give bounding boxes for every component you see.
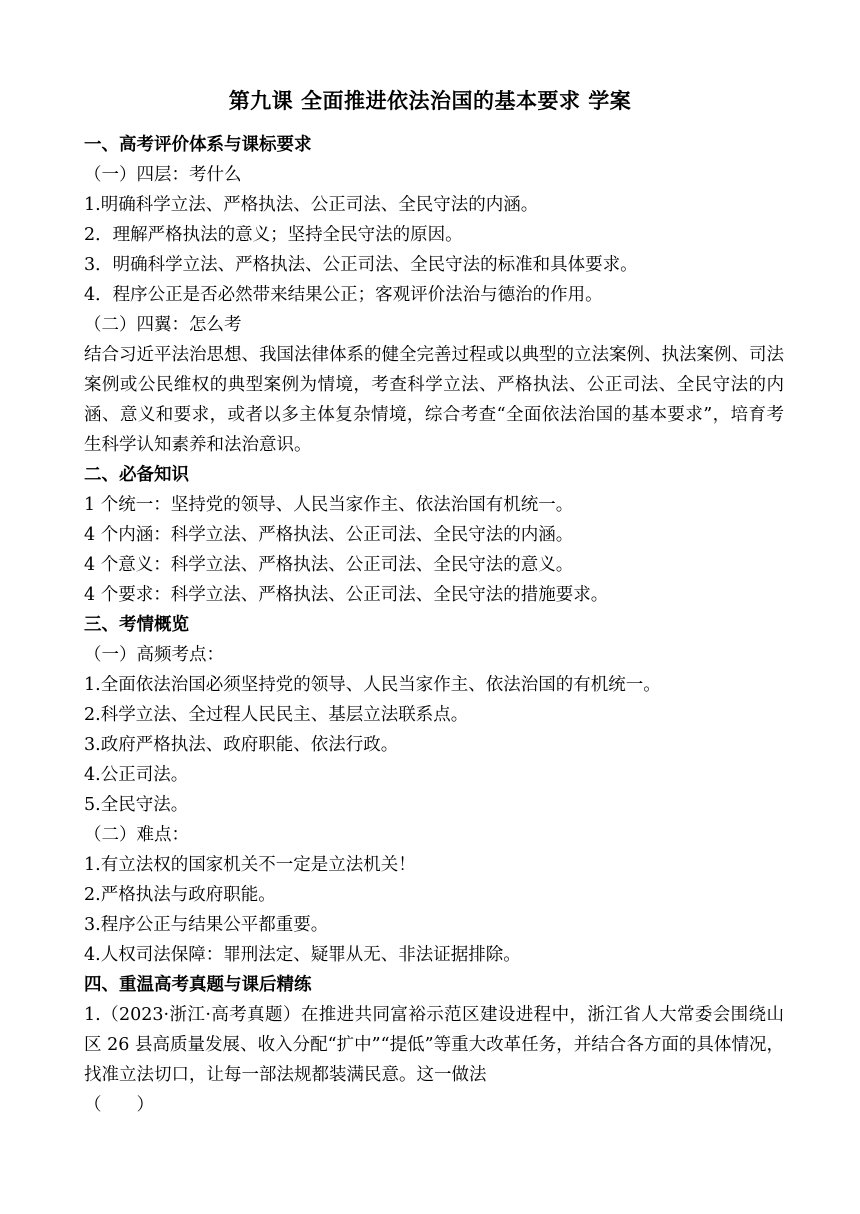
list-item: 2.严格执法与政府职能。 [84, 885, 276, 905]
section-heading: 一、高考评价体系与课标要求 [84, 135, 312, 155]
list-item: 4.人权司法保障：罪刑法定、疑罪从无、非法证据排除。 [84, 945, 521, 965]
list-item: 4．程序公正是否必然带来结果公正；客观评价法治与德治的作用。 [84, 285, 603, 305]
list-item: 1.有立法权的国家机关不一定是立法机关！ [84, 855, 416, 875]
list-item: 3.程序公正与结果公平都重要。 [84, 915, 329, 935]
document-title: 第九课 全面推进依法治国的基本要求 学案 [228, 89, 632, 113]
list-item: 3．明确科学立法、严格执法、公正司法、全民守法的标准和具体要求。 [84, 255, 638, 275]
answer-blank: （ ） [84, 1095, 154, 1115]
paragraph: 结合习近平法治思想、我国法律体系的健全完善过程或以典型的立法案例、执法案例、司法案例或公民维权的典型案例为情境，考查科学立法、严格执法、公正司法、全民守法的内涵、意义和要求，或者以多主体复杂情境，综合考查“全面依法治国的基本要求”，培育考生科学认知素养和法治意识。 [84, 345, 784, 455]
list-item: 4 个要求：科学立法、严格执法、公正司法、全民守法的措施要求。 [84, 585, 609, 605]
list-item: 4 个内涵：科学立法、严格执法、公正司法、全民守法的内涵。 [84, 525, 574, 545]
subsection-heading: （一）高频考点： [84, 645, 224, 665]
list-item: 4.公正司法。 [84, 765, 189, 785]
subsection-heading: （二）难点： [84, 825, 189, 845]
section-heading: 二、必备知识 [84, 465, 189, 485]
list-item: 5.全民守法。 [84, 795, 189, 815]
list-item: 2．理解严格执法的意义；坚持全民守法的原因。 [84, 225, 463, 245]
subsection-heading: （二）四翼：怎么考 [84, 315, 242, 335]
question-text: 1.（2023·浙江·高考真题）在推进共同富裕示范区建设进程中，浙江省人大常委会围绕山区 26 县高质量发展、收入分配“扩中”“提低”等重大改革任务，并结合各方面的具体情况，找准立法切口，让每一部法规都装满民意。这一做法 [84, 1005, 784, 1085]
subsection-heading: （一）四层：考什么 [84, 165, 242, 185]
list-item: 4 个意义：科学立法、严格执法、公正司法、全民守法的意义。 [84, 555, 574, 575]
list-item: 1.全面依法治国必须坚持党的领导、人民当家作主、依法治国的有机统一。 [84, 675, 661, 695]
document-body [84, 130, 784, 1120]
section-heading: 三、考情概览 [84, 615, 189, 635]
section-heading: 四、重温高考真题与课后精练 [84, 975, 312, 995]
list-item: 2.科学立法、全过程人民民主、基层立法联系点。 [84, 705, 469, 725]
list-item: 1 个统一：坚持党的领导、人民当家作主、依法治国有机统一。 [84, 495, 574, 515]
list-item: 1.明确科学立法、严格执法、公正司法、全民守法的内涵。 [84, 195, 539, 215]
list-item: 3.政府严格执法、政府职能、依法行政。 [84, 735, 399, 755]
